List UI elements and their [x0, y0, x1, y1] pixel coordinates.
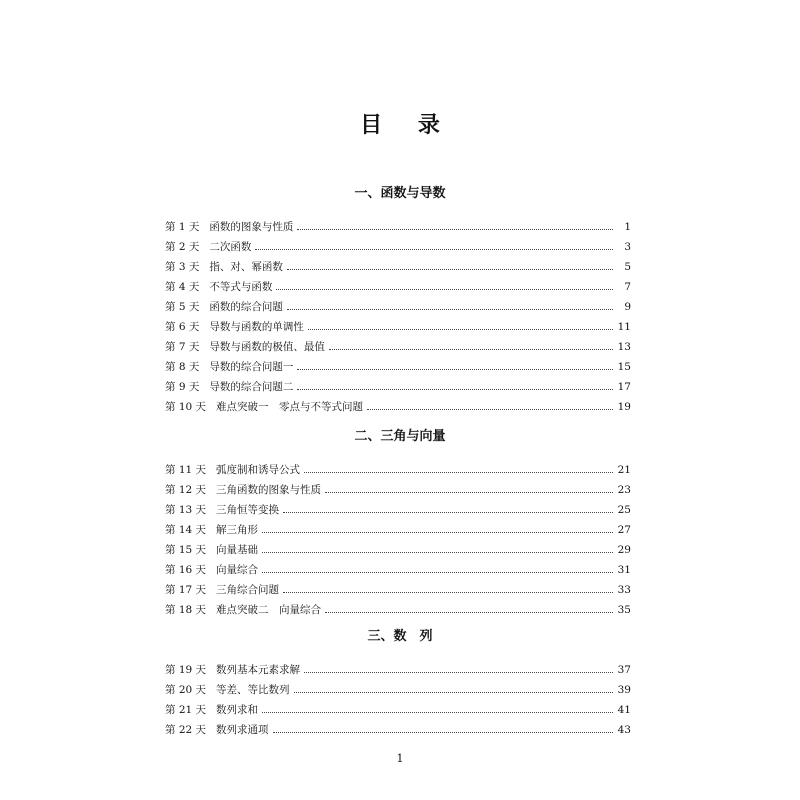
entry-topic: 指、对、幂函数 — [209, 261, 283, 273]
entry-topic: 导数与函数的极值、最值 — [209, 341, 325, 353]
dot-leader — [325, 612, 613, 613]
dot-leader — [262, 552, 613, 553]
dot-leader — [297, 229, 613, 230]
entry-page-number: 11 — [617, 321, 631, 333]
entry-day-label: 第 20 天 — [165, 684, 207, 696]
section-heading: 三、数 列 — [367, 629, 433, 644]
entry-day-label: 第 11 天 — [165, 464, 207, 476]
entry-page-number: 39 — [617, 684, 631, 696]
entry-topic: 向量综合 — [216, 564, 259, 576]
dot-leader — [325, 492, 613, 493]
entry-topic: 难点突破二 向量综合 — [216, 604, 322, 616]
toc-entry[interactable] — [165, 657, 631, 677]
toc-entry[interactable] — [165, 234, 631, 254]
entry-topic: 难点突破一 零点与不等式问题 — [216, 401, 364, 413]
dot-leader — [262, 712, 613, 713]
toc-entry[interactable] — [165, 477, 631, 497]
entry-topic: 三角恒等变换 — [216, 504, 280, 516]
entry-page-number: 41 — [617, 704, 631, 716]
entry-topic: 等差、等比数列 — [216, 684, 290, 696]
entry-topic: 二次函数 — [209, 241, 252, 253]
entry-page-number: 19 — [617, 401, 631, 413]
entry-day-label: 第 18 天 — [165, 604, 207, 616]
toc-entry[interactable] — [165, 394, 631, 414]
dot-leader — [294, 692, 613, 693]
entry-page-number: 9 — [624, 301, 631, 313]
dot-leader — [304, 672, 613, 673]
toc-entry[interactable] — [165, 294, 631, 314]
toc-entry[interactable] — [165, 597, 631, 617]
dot-leader — [297, 369, 613, 370]
toc-entry[interactable] — [165, 537, 631, 557]
entry-page-number: 1 — [624, 221, 631, 233]
toc-entry[interactable] — [165, 577, 631, 597]
toc-entry[interactable] — [165, 457, 631, 477]
entry-day-label: 第 21 天 — [165, 704, 207, 716]
entry-topic: 数列基本元素求解 — [216, 664, 301, 676]
dot-leader — [262, 532, 613, 533]
entry-topic: 向量基础 — [216, 544, 259, 556]
entry-day-label: 第 5 天 — [165, 301, 200, 313]
toc-entry[interactable] — [165, 334, 631, 354]
entry-topic: 导数与函数的单调性 — [209, 321, 304, 333]
entry-topic: 解三角形 — [216, 524, 259, 536]
toc-entry[interactable] — [165, 274, 631, 294]
entry-page-number: 21 — [617, 464, 631, 476]
entry-page-number: 33 — [617, 584, 631, 596]
dot-leader — [283, 512, 613, 513]
entry-day-label: 第 13 天 — [165, 504, 207, 516]
entry-page-number: 17 — [617, 381, 631, 393]
entry-page-number: 35 — [617, 604, 631, 616]
entry-day-label: 第 14 天 — [165, 524, 207, 536]
entry-day-label: 第 16 天 — [165, 564, 207, 576]
dot-leader — [276, 289, 613, 290]
toc-entry[interactable] — [165, 497, 631, 517]
toc-entry[interactable] — [165, 314, 631, 334]
entry-day-label: 第 17 天 — [165, 584, 207, 596]
entry-day-label: 第 1 天 — [165, 221, 200, 233]
entry-day-label: 第 12 天 — [165, 484, 207, 496]
entry-topic: 导数的综合问题二 — [209, 381, 294, 393]
toc-entry[interactable] — [165, 214, 631, 234]
entry-topic: 函数的图象与性质 — [209, 221, 294, 233]
entry-page-number: 27 — [617, 524, 631, 536]
toc-entry[interactable] — [165, 697, 631, 717]
section-heading: 一、函数与导数 — [354, 186, 446, 201]
entry-topic: 数列求通项 — [216, 724, 269, 736]
entry-day-label: 第 15 天 — [165, 544, 207, 556]
entry-day-label: 第 4 天 — [165, 281, 200, 293]
dot-leader — [273, 732, 613, 733]
toc-entry[interactable] — [165, 254, 631, 274]
entry-day-label: 第 9 天 — [165, 381, 200, 393]
entry-topic: 导数的综合问题一 — [209, 361, 294, 373]
page-number: 1 — [396, 752, 404, 765]
entry-page-number: 3 — [624, 241, 631, 253]
entry-topic: 三角函数的图象与性质 — [216, 484, 322, 496]
entry-day-label: 第 22 天 — [165, 724, 207, 736]
entry-page-number: 43 — [617, 724, 631, 736]
entry-day-label: 第 19 天 — [165, 664, 207, 676]
entry-page-number: 29 — [617, 544, 631, 556]
dot-leader — [255, 249, 613, 250]
dot-leader — [304, 472, 613, 473]
entry-day-label: 第 7 天 — [165, 341, 200, 353]
toc-entry[interactable] — [165, 374, 631, 394]
entry-topic: 数列求和 — [216, 704, 259, 716]
page-title: 目 录 — [360, 112, 454, 138]
dot-leader — [367, 409, 613, 410]
toc-entry[interactable] — [165, 717, 631, 737]
entry-topic: 弧度制和诱导公式 — [216, 464, 301, 476]
entry-day-label: 第 8 天 — [165, 361, 200, 373]
entry-day-label: 第 6 天 — [165, 321, 200, 333]
toc-entry[interactable] — [165, 557, 631, 577]
dot-leader — [283, 592, 613, 593]
dot-leader — [287, 309, 613, 310]
dot-leader — [297, 389, 613, 390]
entry-page-number: 37 — [617, 664, 631, 676]
entry-page-number: 7 — [624, 281, 631, 293]
entry-topic: 三角综合问题 — [216, 584, 280, 596]
dot-leader — [308, 329, 613, 330]
entry-page-number: 15 — [617, 361, 631, 373]
entry-page-number: 13 — [617, 341, 631, 353]
toc-entry[interactable] — [165, 354, 631, 374]
dot-leader — [287, 269, 613, 270]
toc-entry[interactable] — [165, 517, 631, 537]
entry-day-label: 第 10 天 — [165, 401, 207, 413]
section-heading: 二、三角与向量 — [354, 429, 446, 444]
dot-leader — [262, 572, 613, 573]
entry-page-number: 5 — [624, 261, 631, 273]
entry-page-number: 31 — [617, 564, 631, 576]
entry-day-label: 第 3 天 — [165, 261, 200, 273]
entry-page-number: 25 — [617, 504, 631, 516]
toc-entry[interactable] — [165, 677, 631, 697]
entry-topic: 不等式与函数 — [209, 281, 273, 293]
entry-topic: 函数的综合问题 — [209, 301, 283, 313]
entry-page-number: 23 — [617, 484, 631, 496]
entry-day-label: 第 2 天 — [165, 241, 200, 253]
dot-leader — [329, 349, 613, 350]
